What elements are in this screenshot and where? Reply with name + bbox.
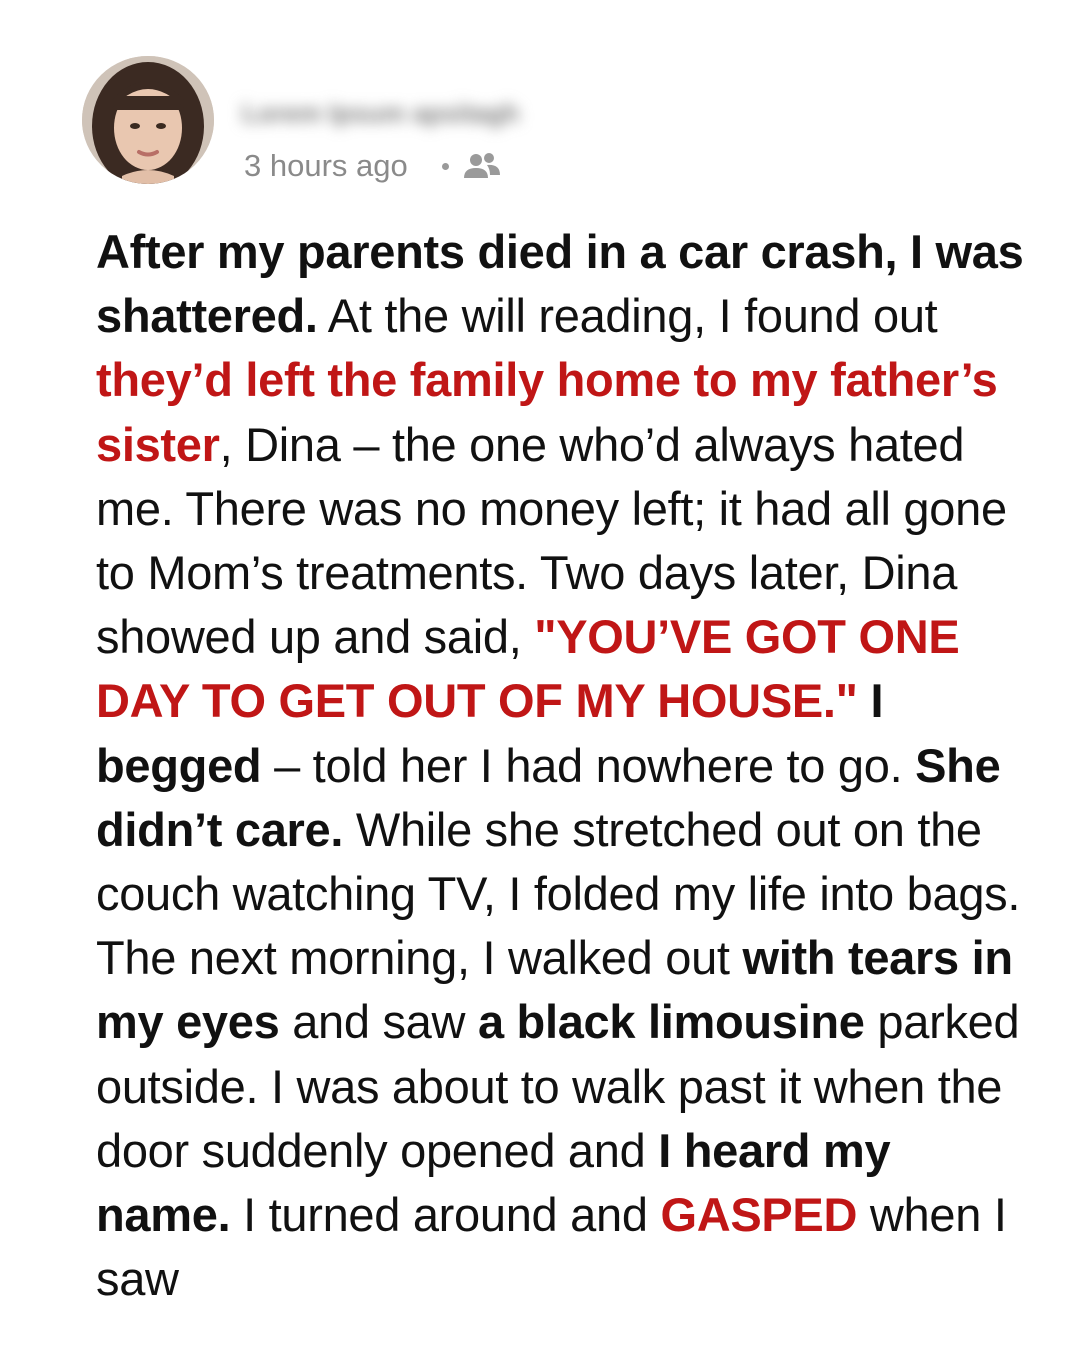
profile-photo-icon bbox=[82, 56, 214, 184]
post-meta bbox=[244, 148, 501, 184]
text-segment-normal: when I saw bbox=[96, 1188, 1007, 1306]
post-header bbox=[82, 56, 782, 186]
text-segment-bold: She didn’t care. bbox=[96, 738, 1001, 856]
avatar[interactable] bbox=[82, 56, 214, 184]
text-segment-red: they’d left the family home to my father’s sister bbox=[96, 353, 998, 471]
text-segment-normal: I turned around and bbox=[230, 1188, 661, 1242]
post-paragraph bbox=[96, 220, 1036, 1311]
text-segment-bold: After my parents died in a car crash, I was shattered. bbox=[96, 225, 1024, 343]
text-segment-normal: While she stretched out on the couch watching TV, I folded my life into bags. The next morning, I walked out bbox=[96, 802, 1021, 985]
text-segment-bold: I begged bbox=[96, 674, 884, 792]
text-segment-normal: , Dina – the one who’d always hated me. There was no money left; it had all gone to Mom’s treatments. Two days later, Dina showed up and said, bbox=[96, 417, 1007, 664]
text-segment-bold: a black limousine bbox=[477, 995, 865, 1049]
author-name[interactable]: Lorem Ipsum apsitagh bbox=[242, 98, 520, 128]
post-text bbox=[96, 220, 1036, 1311]
text-segment-bold: with tears in my eyes bbox=[96, 931, 1013, 1049]
post-timestamp[interactable]: 3 hours ago bbox=[244, 148, 408, 183]
separator-dot bbox=[442, 163, 449, 170]
text-segment-bold: I heard my name. bbox=[96, 1123, 891, 1242]
text-segment-red: "YOU’VE GOT ONE DAY TO GET OUT OF MY HOUSE." bbox=[96, 610, 960, 728]
friends-icon[interactable] bbox=[463, 151, 501, 181]
text-segment-red: GASPED bbox=[660, 1188, 858, 1242]
text-segment-normal: parked outside. I was about to walk past it when the door suddenly opened and bbox=[96, 995, 1020, 1177]
text-segment-normal: – told her I had nowhere to go. bbox=[261, 738, 916, 792]
text-segment-normal: and saw bbox=[279, 995, 478, 1049]
text-segment-normal: At the will reading, I found out bbox=[317, 289, 938, 343]
text-segment-normal bbox=[858, 674, 871, 727]
